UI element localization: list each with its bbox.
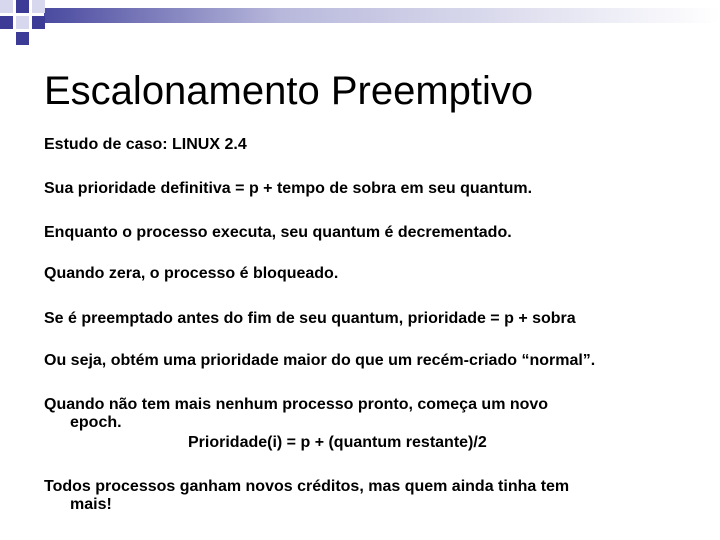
- slide-title: Escalonamento Preemptivo: [44, 69, 534, 113]
- paragraph-credits-line1: Todos processos ganham novos créditos, mas quem ainda tinha tem: [44, 478, 570, 495]
- deco-square: [32, 0, 45, 13]
- priority-formula: Prioridade(i) = p + (quantum restante)/2: [188, 434, 487, 451]
- paragraph-epoch-line2: epoch.: [70, 414, 122, 431]
- header-decoration: [0, 0, 720, 48]
- paragraph-blocked: Quando zera, o processo é bloqueado.: [44, 265, 339, 282]
- deco-square: [0, 0, 13, 13]
- header-gradient-band: [44, 8, 720, 23]
- paragraph-preempted: Se é preemptado antes do fim de seu quantum, prioridade = p + sobra: [44, 310, 576, 327]
- deco-square: [32, 16, 45, 29]
- paragraph-case-study: Estudo de caso: LINUX 2.4: [44, 136, 247, 153]
- paragraph-definitive-priority: Sua prioridade definitiva = p + tempo de sobra em seu quantum.: [44, 180, 533, 197]
- paragraph-credits-line2: mais!: [70, 496, 112, 513]
- deco-square: [16, 32, 29, 45]
- deco-square: [0, 16, 13, 29]
- paragraph-quantum-decrement: Enquanto o processo executa, seu quantum é decrementado.: [44, 224, 512, 241]
- deco-square: [16, 16, 29, 29]
- paragraph-credits: [44, 478, 569, 514]
- paragraph-epoch: [44, 396, 548, 432]
- paragraph-higher-priority: Ou seja, obtém uma prioridade maior do que um recém-criado “normal”.: [44, 352, 596, 369]
- deco-square: [16, 0, 29, 13]
- paragraph-epoch-line1: Quando não tem mais nenhum processo pronto, começa um novo: [44, 396, 549, 413]
